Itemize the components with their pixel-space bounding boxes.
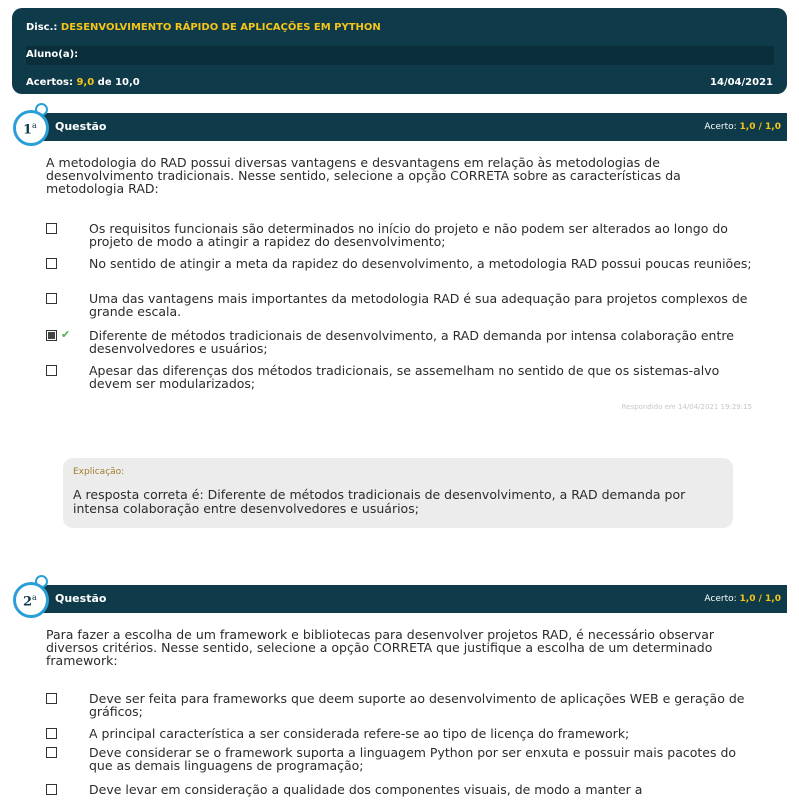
question-1-number: 1 (23, 122, 33, 138)
discipline-name: DESENVOLVIMENTO RÁPIDO DE APLICAÇÕES EM PYTHON (60, 22, 381, 33)
question-1-score-value: 1,0 / 1,0 (739, 122, 781, 132)
correct-check-icon: ✔ (61, 328, 71, 341)
option-text: Deve ser feita para frameworks que deem suporte ao desenvolvimento de aplicações WEB e geração de gráficos; (89, 691, 745, 719)
score-total: de 10,0 (97, 77, 140, 88)
student-field-bg (26, 46, 774, 65)
score-value: 9,0 (76, 77, 95, 88)
question-1-score-label: Acerto: (704, 122, 737, 132)
option-text: Uma das vantagens mais importantes da metodologia RAD é sua adequação para projetos complexos de grande escala. (89, 291, 748, 319)
discipline-label: Disc.: (26, 22, 58, 33)
question-1-title: Questão (55, 120, 107, 133)
question-2-bar (33, 585, 787, 613)
checked-checkbox-icon[interactable] (46, 330, 57, 341)
question-2-number: 2 (23, 594, 33, 610)
discipline-line (26, 22, 381, 33)
exam-date: 14/04/2021 (710, 77, 773, 88)
checkbox-icon[interactable] (46, 365, 57, 376)
checkbox-icon[interactable] (46, 223, 57, 234)
score-label: Acertos: (26, 77, 73, 88)
option-text: A principal característica a ser considerada refere-se ao tipo de licença do framework; (89, 726, 630, 741)
question-2-score (704, 594, 781, 604)
option-text: Deve considerar se o framework suporta a linguagem Python por ser enxuta e possuir mais pacotes do que as demais linguagens de programação; (89, 745, 737, 773)
student-label: Aluno(a): (26, 49, 79, 60)
checkbox-icon[interactable] (46, 747, 57, 758)
question-1-score (704, 122, 781, 132)
checkbox-icon[interactable] (46, 293, 57, 304)
checkbox-icon[interactable] (46, 693, 57, 704)
option-text: No sentido de atingir a meta da rapidez do desenvolvimento, a metodologia RAD possui poucas reuniões; (89, 256, 752, 271)
question-2-title: Questão (55, 592, 107, 605)
question-2-text: Para fazer a escolha de um framework e bibliotecas para desenvolver projetos RAD, é necessário observar diversos critérios. Nesse sentido, selecione a opção CORRETA que justifique a escolha de um determinado framework: (46, 627, 715, 668)
question-1-text: A metodologia do RAD possui diversas vantagens e desvantagens em relação às metodologias de desenvolvimento tradicionais. Nesse sentido, selecione a opção CORRETA sobre as características da metodologia RAD: (46, 155, 681, 196)
question-2-number-badge: 2$^a$ (13, 582, 49, 618)
explanation-label: Explicação: (73, 467, 125, 477)
checkbox-icon[interactable] (46, 258, 57, 269)
score-line (26, 77, 140, 88)
checkbox-icon[interactable] (46, 784, 57, 795)
option-text: Deve levar em consideração a qualidade dos componentes visuais, de modo a manter a (89, 782, 643, 797)
question-2-score-value: 1,0 / 1,0 (739, 594, 781, 604)
question-1-bar (33, 113, 787, 141)
explanation-text: A resposta correta é: Diferente de métodos tradicionais de desenvolvimento, a RAD demanda por intensa colaboração entre desenvolvedores e usuários; (73, 487, 686, 516)
checkbox-icon[interactable] (46, 728, 57, 739)
question-1-number-badge: 1$^a$ (13, 110, 49, 146)
explanation-box (63, 458, 733, 528)
exam-header (12, 8, 787, 94)
option-text: Diferente de métodos tradicionais de desenvolvimento, a RAD demanda por intensa colaboração entre desenvolvedores e usuários; (89, 328, 734, 356)
option-text: Apesar das diferenças dos métodos tradicionais, se assemelham no sentido de que os sistemas-alvo devem ser modularizados; (89, 363, 720, 391)
answered-timestamp: Respondido em 14/04/2021 19:29:15 (621, 403, 752, 411)
question-2-score-label: Acerto: (704, 594, 737, 604)
option-text: Os requisitos funcionais são determinados no início do projeto e não podem ser alterados ao longo do projeto de modo a atingir a rapidez do desenvolvimento; (89, 221, 728, 249)
